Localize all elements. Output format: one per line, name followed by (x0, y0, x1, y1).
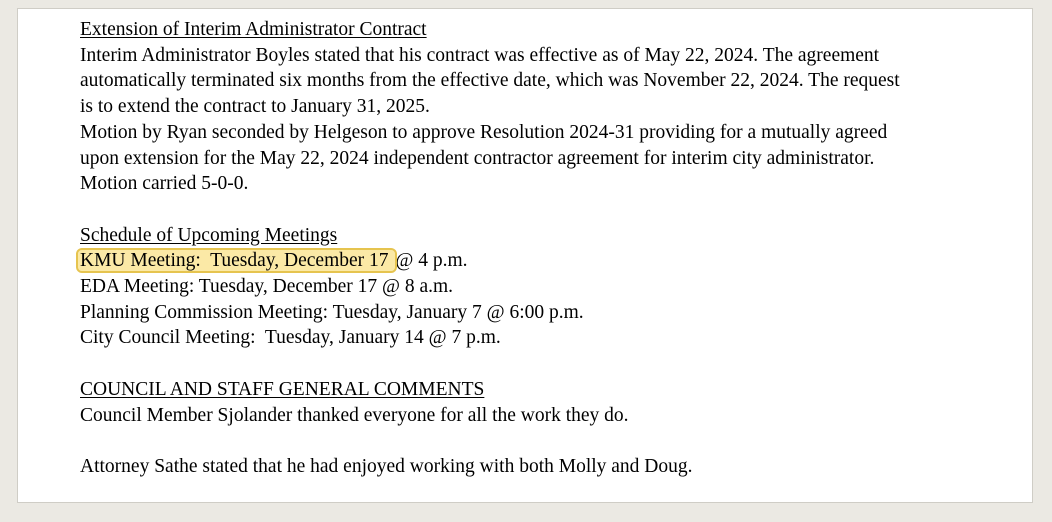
motion-line: Motion by Ryan seconded by Helgeson to approve Resolution 2024-31 providing for a mutually agreed (80, 121, 888, 143)
comment-sathe: Attorney Sathe stated that he had enjoyed working with both Molly and Doug. (80, 455, 693, 477)
blank-line (80, 351, 1020, 377)
paragraph-line: automatically terminated six months from the effective date, which was November 22, 2024. The request (80, 70, 900, 92)
motion-result: Motion carried 5-0-0. (80, 173, 249, 195)
comment-sjolander: Council Member Sjolander thanked everyone for all the work they do. (80, 404, 629, 426)
text-highlight[interactable]: KMU Meeting: Tuesday, December 17 (80, 250, 394, 272)
section-heading-comments: COUNCIL AND STAFF GENERAL COMMENTS (80, 378, 485, 400)
paragraph-line: is to extend the contract to January 31, 2025. (80, 96, 430, 118)
blank-line (80, 428, 1020, 454)
meeting-item-eda: EDA Meeting: Tuesday, December 17 @ 8 a.m. (80, 276, 454, 298)
motion-line: upon extension for the May 22, 2024 independent contractor agreement for interim city administrator. (80, 147, 875, 169)
meeting-item-planning: Planning Commission Meeting: Tuesday, January 7 @ 6:00 p.m. (80, 301, 584, 323)
meeting-time: @ 4 p.m. (395, 250, 468, 272)
meeting-item-council: City Council Meeting: Tuesday, January 14 @ 7 p.m. (80, 327, 501, 349)
meeting-item-kmu (80, 248, 1020, 274)
blank-line (80, 197, 1020, 223)
paragraph-line: Interim Administrator Boyles stated that his contract was effective as of May 22, 2024. The agreement (80, 44, 880, 66)
section-heading-extension: Extension of Interim Administrator Contract (80, 19, 427, 40)
document-page (17, 8, 1033, 503)
section-heading-meetings: Schedule of Upcoming Meetings (80, 224, 338, 246)
document-content (80, 17, 1020, 480)
